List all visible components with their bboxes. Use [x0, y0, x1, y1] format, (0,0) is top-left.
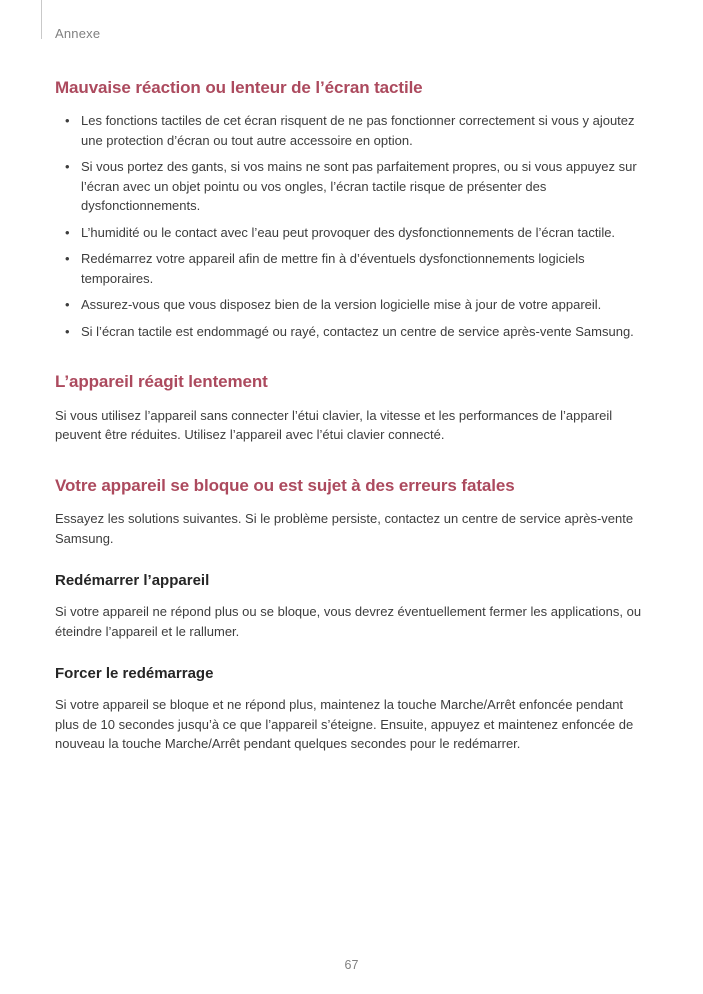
bullet-icon: •	[65, 323, 70, 339]
troubleshooting-bullet-list	[55, 111, 649, 341]
section-paragraph: Si vous utilisez l’appareil sans connecter l’étui clavier, la vitesse et les performances de l’appareil peuvent être réduites. Utilisez l’appareil avec l’étui clavier connecté.	[55, 407, 613, 443]
section-heading-touchscreen: Mauvaise réaction ou lenteur de l’écran tactile	[55, 78, 423, 97]
list-item	[55, 157, 649, 216]
subsection-heading-force-restart: Forcer le redémarrage	[55, 665, 214, 683]
list-item	[55, 111, 649, 150]
subsection-heading-restart: Redémarrer l’appareil	[55, 572, 210, 590]
bullet-text: Les fonctions tactiles de cet écran risquent de ne pas fonctionner correctement si vous y ajoutez une protection d’écran ou tout autre accessoire en option.	[81, 113, 635, 148]
bullet-text: Redémarrez votre appareil afin de mettre fin à d’éventuels dysfonctionnements logiciels temporaires.	[81, 251, 585, 286]
list-item	[55, 295, 649, 315]
section-heading-slow-response: L’appareil réagit lentement	[55, 372, 268, 392]
bullet-text: Si l’écran tactile est endommagé ou rayé, contactez un centre de service après-vente Samsung.	[81, 323, 634, 339]
bullet-text: L’humidité ou le contact avec l’eau peut provoquer des dysfonctionnements de l’écran tactile.	[81, 224, 616, 240]
bullet-icon: •	[65, 251, 70, 267]
subsection-paragraph: Si votre appareil ne répond plus ou se bloque, vous devrez éventuellement fermer les applications, ou éteindre l’appareil et le rallumer.	[55, 604, 642, 639]
subsection-paragraph: Si votre appareil se bloque et ne répond plus, maintenez la touche Marche/Arrêt enfoncée pendant plus de 10 secondes jusqu’à ce que l’appareil s’éteigne. Ensuite, appuyez et maintenez enfoncée de nouveau la touche Marche/Arrêt pendant quelques secondes pour le redémarrer.	[55, 697, 634, 752]
page-number: 67	[344, 958, 359, 972]
section-heading-freeze-errors: Votre appareil se bloque ou est sujet à des erreurs fatales	[55, 475, 515, 495]
section-paragraph: Essayez les solutions suivantes. Si le problème persiste, contactez un centre de service après-vente Samsung.	[55, 511, 634, 546]
bullet-text: Si vous portez des gants, si vos mains ne sont pas parfaitement propres, ou si vous appuyez sur l’écran avec un objet pointu ou vos ongles, l’écran tactile risque de présenter des dysfonctionnements.	[81, 159, 637, 214]
bullet-icon: •	[65, 113, 70, 129]
list-item	[55, 322, 649, 342]
bullet-icon: •	[65, 297, 70, 313]
bullet-icon: •	[65, 224, 70, 240]
page-content	[55, 78, 649, 762]
bullet-text: Assurez-vous que vous disposez bien de la version logicielle mise à jour de votre appareil.	[81, 297, 602, 313]
list-item	[55, 249, 649, 288]
header-rule-divider	[41, 0, 42, 39]
running-header: Annexe	[55, 26, 101, 41]
list-item	[55, 223, 649, 243]
bullet-icon: •	[65, 159, 70, 175]
